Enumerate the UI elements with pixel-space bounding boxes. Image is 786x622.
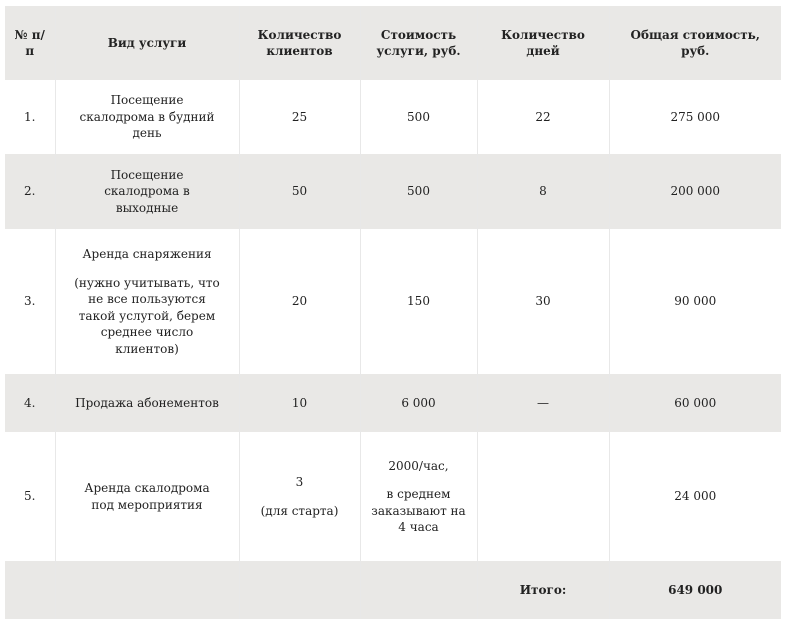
row-total: 24 000	[674, 489, 717, 504]
row-service-cell	[55, 229, 239, 374]
row-clients: 25	[239, 80, 360, 154]
header-service: Вид услуги	[55, 6, 239, 80]
header-cost: Стоимость услуги, руб.	[360, 6, 477, 80]
row-total: 90 000	[674, 294, 717, 309]
row-days	[477, 432, 609, 561]
row-clients-note: (для старта)	[260, 503, 339, 518]
table-row	[5, 80, 781, 154]
row-days: 30	[477, 229, 609, 374]
row-service: Аренда снаряжения	[82, 247, 212, 261]
row-service: Продажа абонементов	[55, 374, 239, 432]
header-clients: Количество клиентов	[239, 6, 360, 80]
table-header-row	[5, 6, 781, 80]
row-cost: 6 000	[360, 374, 477, 432]
row-cost: 2000/час,	[388, 458, 449, 473]
footer-total-label: Итого:	[477, 561, 609, 619]
header-total: Общая стоимость, руб.	[630, 27, 760, 58]
row-num: 4.	[5, 374, 55, 432]
row-cost: 150	[360, 229, 477, 374]
footer-total-value: 649 000	[668, 582, 723, 597]
row-days: —	[477, 374, 609, 432]
row-clients: 20	[239, 229, 360, 374]
services-cost-table	[5, 6, 781, 619]
row-service: Посещение скалодрома в будний день	[55, 80, 239, 154]
table-footer-row	[5, 561, 781, 619]
row-num: 3.	[5, 229, 55, 374]
row-num: 1.	[5, 80, 55, 154]
row-clients: 10	[239, 374, 360, 432]
table-row	[5, 229, 781, 374]
header-days: Количество дней	[477, 6, 609, 80]
row-cost: 500	[360, 154, 477, 229]
row-clients: 3	[295, 475, 304, 489]
row-clients-cell	[239, 432, 360, 561]
row-days: 22	[477, 80, 609, 154]
row-service-note: (нужно учитывать, что не все пользуются такой услугой, берем среднее число клиентов)	[74, 275, 220, 356]
table-row	[5, 154, 781, 229]
row-service: Аренда скалодрома под мероприятия	[55, 432, 239, 561]
row-num: 2.	[5, 154, 55, 229]
table-row	[5, 432, 781, 561]
header-num: № п/п	[5, 6, 55, 80]
row-cost-cell	[360, 432, 477, 561]
row-num: 5.	[5, 432, 55, 561]
row-cost-note: в среднем заказывают на 4 часа	[371, 487, 466, 534]
row-days: 8	[477, 154, 609, 229]
row-cost: 500	[360, 80, 477, 154]
row-total: 60 000	[674, 395, 717, 410]
row-service: Посещение скалодрома в выходные	[55, 154, 239, 229]
row-clients: 50	[239, 154, 360, 229]
row-total: 275 000	[670, 109, 721, 124]
table-row	[5, 374, 781, 432]
row-total: 200 000	[670, 184, 721, 199]
